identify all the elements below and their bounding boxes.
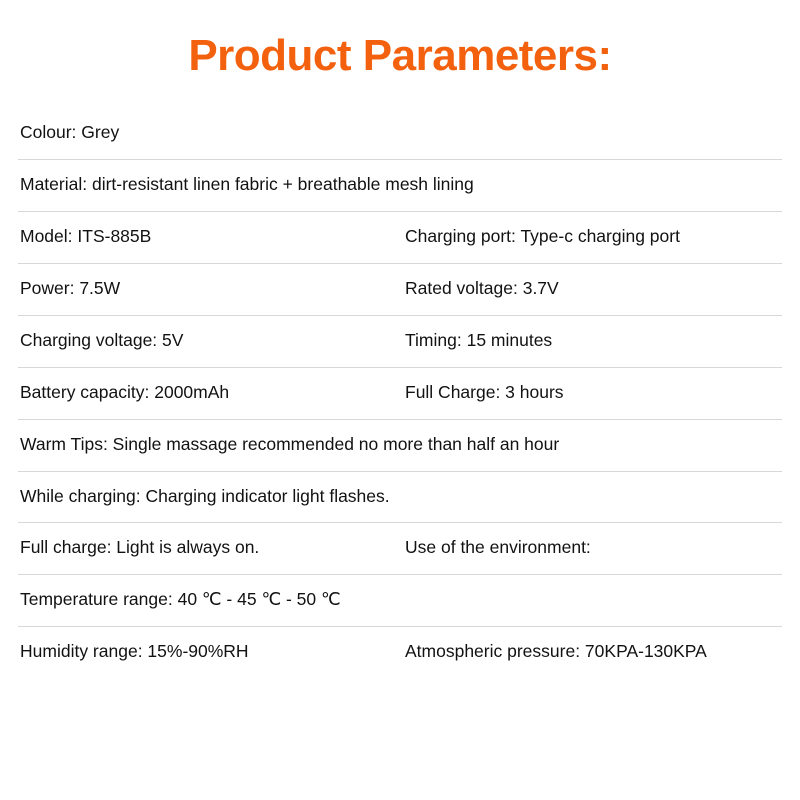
spec-battery-capacity: Battery capacity: 2000mAh [20,381,230,402]
spec-table [0,108,800,678]
table-row [18,316,782,368]
spec-power: Power: 7.5W [20,278,121,299]
spec-use-environment: Use of the environment: [405,537,591,558]
table-row [18,108,782,160]
spec-colour: Colour: Grey [20,122,120,143]
table-row [18,472,782,524]
spec-material: Material: dirt-resistant linen fabric + breathable mesh lining [20,174,474,195]
spec-charging-port: Charging port: Type-c charging port [405,226,680,247]
spec-while-charging: While charging: Charging indicator light flashes. [20,485,390,506]
spec-charging-voltage: Charging voltage: 5V [20,329,184,350]
spec-humidity-range: Humidity range: 15%-90%RH [20,641,249,662]
spec-full-charge: Full Charge: 3 hours [405,381,564,402]
spec-timing: Timing: 15 minutes [405,329,553,350]
spec-warm-tips: Warm Tips: Single massage recommended no more than half an hour [20,433,560,454]
spec-full-charge-light: Full charge: Light is always on. [20,537,260,558]
table-row [18,575,782,627]
spec-model: Model: ITS-885B [20,226,152,247]
table-row [18,264,782,316]
spec-temperature-range: Temperature range: 40 ℃ - 45 ℃ - 50 ℃ [20,589,341,610]
table-row [18,160,782,212]
table-row [18,212,782,264]
table-row [18,368,782,420]
table-row [18,627,782,678]
spec-rated-voltage: Rated voltage: 3.7V [405,278,559,299]
table-row [18,420,782,472]
spec-atmospheric-pressure: Atmospheric pressure: 70KPA-130KPA [405,641,707,662]
table-row [18,523,782,575]
page-title: Product Parameters: [188,31,612,80]
